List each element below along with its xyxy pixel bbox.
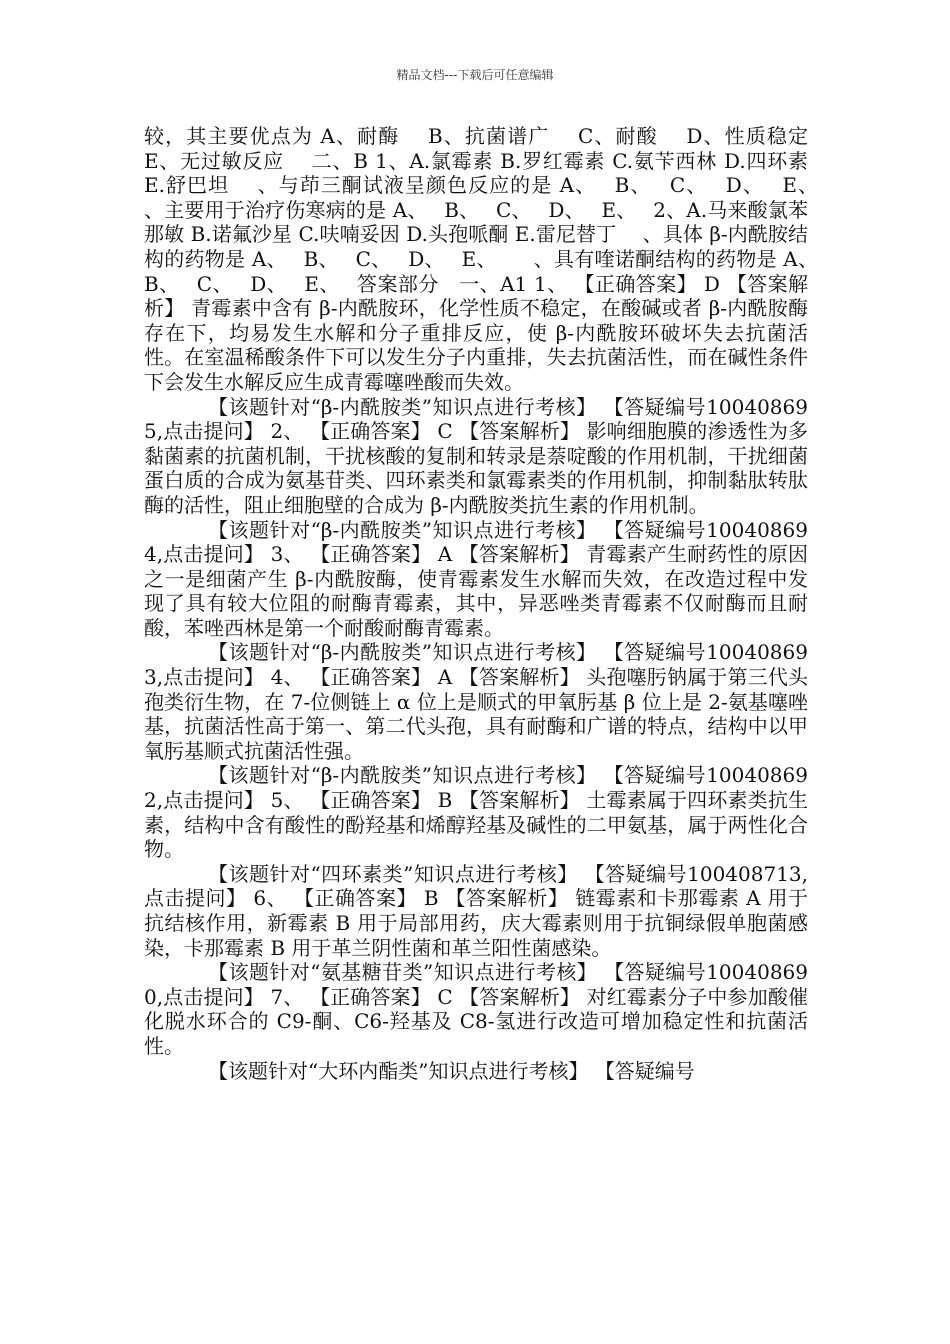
paragraph-questions-and-answer-1: 较，其主要优点为 A、耐酶 B、抗菌谱广 C、耐酸 D、性质稳定 E、无过敏反应 二、B 1、A.氯霉素 B.罗红霉素 C.氨苄西林 D.四环素 E.舒巴坦 、与茚三酮试液呈颜色反应的是 A、 B、 C、 D、 E、 、主要用于治疗伤寒病的是 A、 B、 C、 D、 E、 2、A.马来酸氯苯那敏 B.诺氟沙星 C.呋喃妥因 D.头孢哌酮 E.雷尼替丁 、具体 β-内酰胺结构的药物是 A、 B、 C、 D、 E、 、具有喹诺酮结构的药物是 A、 B、 C、 D、 E、 答案部分 一、A1 1、 【正确答案】 D 【答案解析】 青霉素中含有 β-内酰胺环，化学性质不稳定，在酸碱或者 β-内酰胺酶存在下，均易发生水解和分子重排反应，使 β-内酰胺环破坏失去抗菌活性。在室温稀酸条件下可以发生分子内重排，失去抗菌活性，而在碱性条件下会发生水解反应生成青霉噻唑酸而失效。 xyxy=(144,124,855,394)
paragraph-answer-2: 【该题针对“β-内酰胺类”知识点进行考核】 【答疑编号100408695,点击提问】 2、 【正确答案】 C 【答案解析】 影响细胞膜的渗透性为多黏菌素的抗菌机制，干扰核酸的复制和转录是萘啶酸的作用机制，干扰细菌蛋白质的合成为氨基苷类、四环素类和氯霉素类的作用机制，抑制黏肽转肽酶的活性，阻止细胞壁的合成为 β-内酰胺类抗生素的作用机制。 xyxy=(144,394,808,517)
paragraph-answer-7: 【该题针对“氨基糖苷类”知识点进行考核】 【答疑编号100408690,点击提问】 7、 【正确答案】 C 【答案解析】 对红霉素分子中参加酸催化脱水环合的 C9-酮、C6-羟基及 C8-氢进行改造可增加稳定性和抗菌活性。 xyxy=(144,960,808,1058)
paragraph-answer-6: 【该题针对“四环素类”知识点进行考核】 【答疑编号100408713,点击提问】 6、 【正确答案】 B 【答案解析】 链霉素和卡那霉素 A 用于抗结核作用，新霉素 B 用于局部用药，庆大霉素则用于抗铜绿假单胞菌感染，卡那霉素 B 用于革兰阴性菌和革兰阳性菌感染。 xyxy=(144,861,808,960)
paragraph-answer-4: 【该题针对“β-内酰胺类”知识点进行考核】 【答疑编号100408693,点击提问】 4、 【正确答案】 A 【答案解析】 头孢噻肟钠属于第三代头孢类衍生物，在 7-位侧链上 α 位上是顺式的甲氧肟基 β 位上是 2-氨基噻唑基，抗菌活性高于第一、第二代头孢，具有耐酶和广谱的特点，结构中以甲氧肟基顺式抗菌活性强。 xyxy=(144,640,808,763)
document-body xyxy=(144,124,855,1083)
paragraph-answer-3: 【该题针对“β-内酰胺类”知识点进行考核】 【答疑编号100408694,点击提问】 3、 【正确答案】 A 【答案解析】 青霉素产生耐药性的原因之一是细菌产生 β-内酰胺酶，使青霉素发生水解而失效，在改造过程中发现了具有较大位阻的耐酶青霉素，其中，异恶唑类青霉素不仅耐酶而且耐酸，苯唑西林是第一个耐酸耐酶青霉素。 xyxy=(144,517,808,640)
paragraph-answer-8: 【该题针对“大环内酯类”知识点进行考核】 【答疑编号 xyxy=(208,1058,695,1083)
page-header: 精品文档---下载后可任意编辑 xyxy=(396,68,554,82)
paragraph-answer-5: 【该题针对“β-内酰胺类”知识点进行考核】 【答疑编号100408692,点击提问】 5、 【正确答案】 B 【答案解析】 土霉素属于四环素类抗生素，结构中含有酸性的酚羟基和烯醇羟基及碱性的二甲氨基，属于两性化合物。 xyxy=(144,763,808,862)
